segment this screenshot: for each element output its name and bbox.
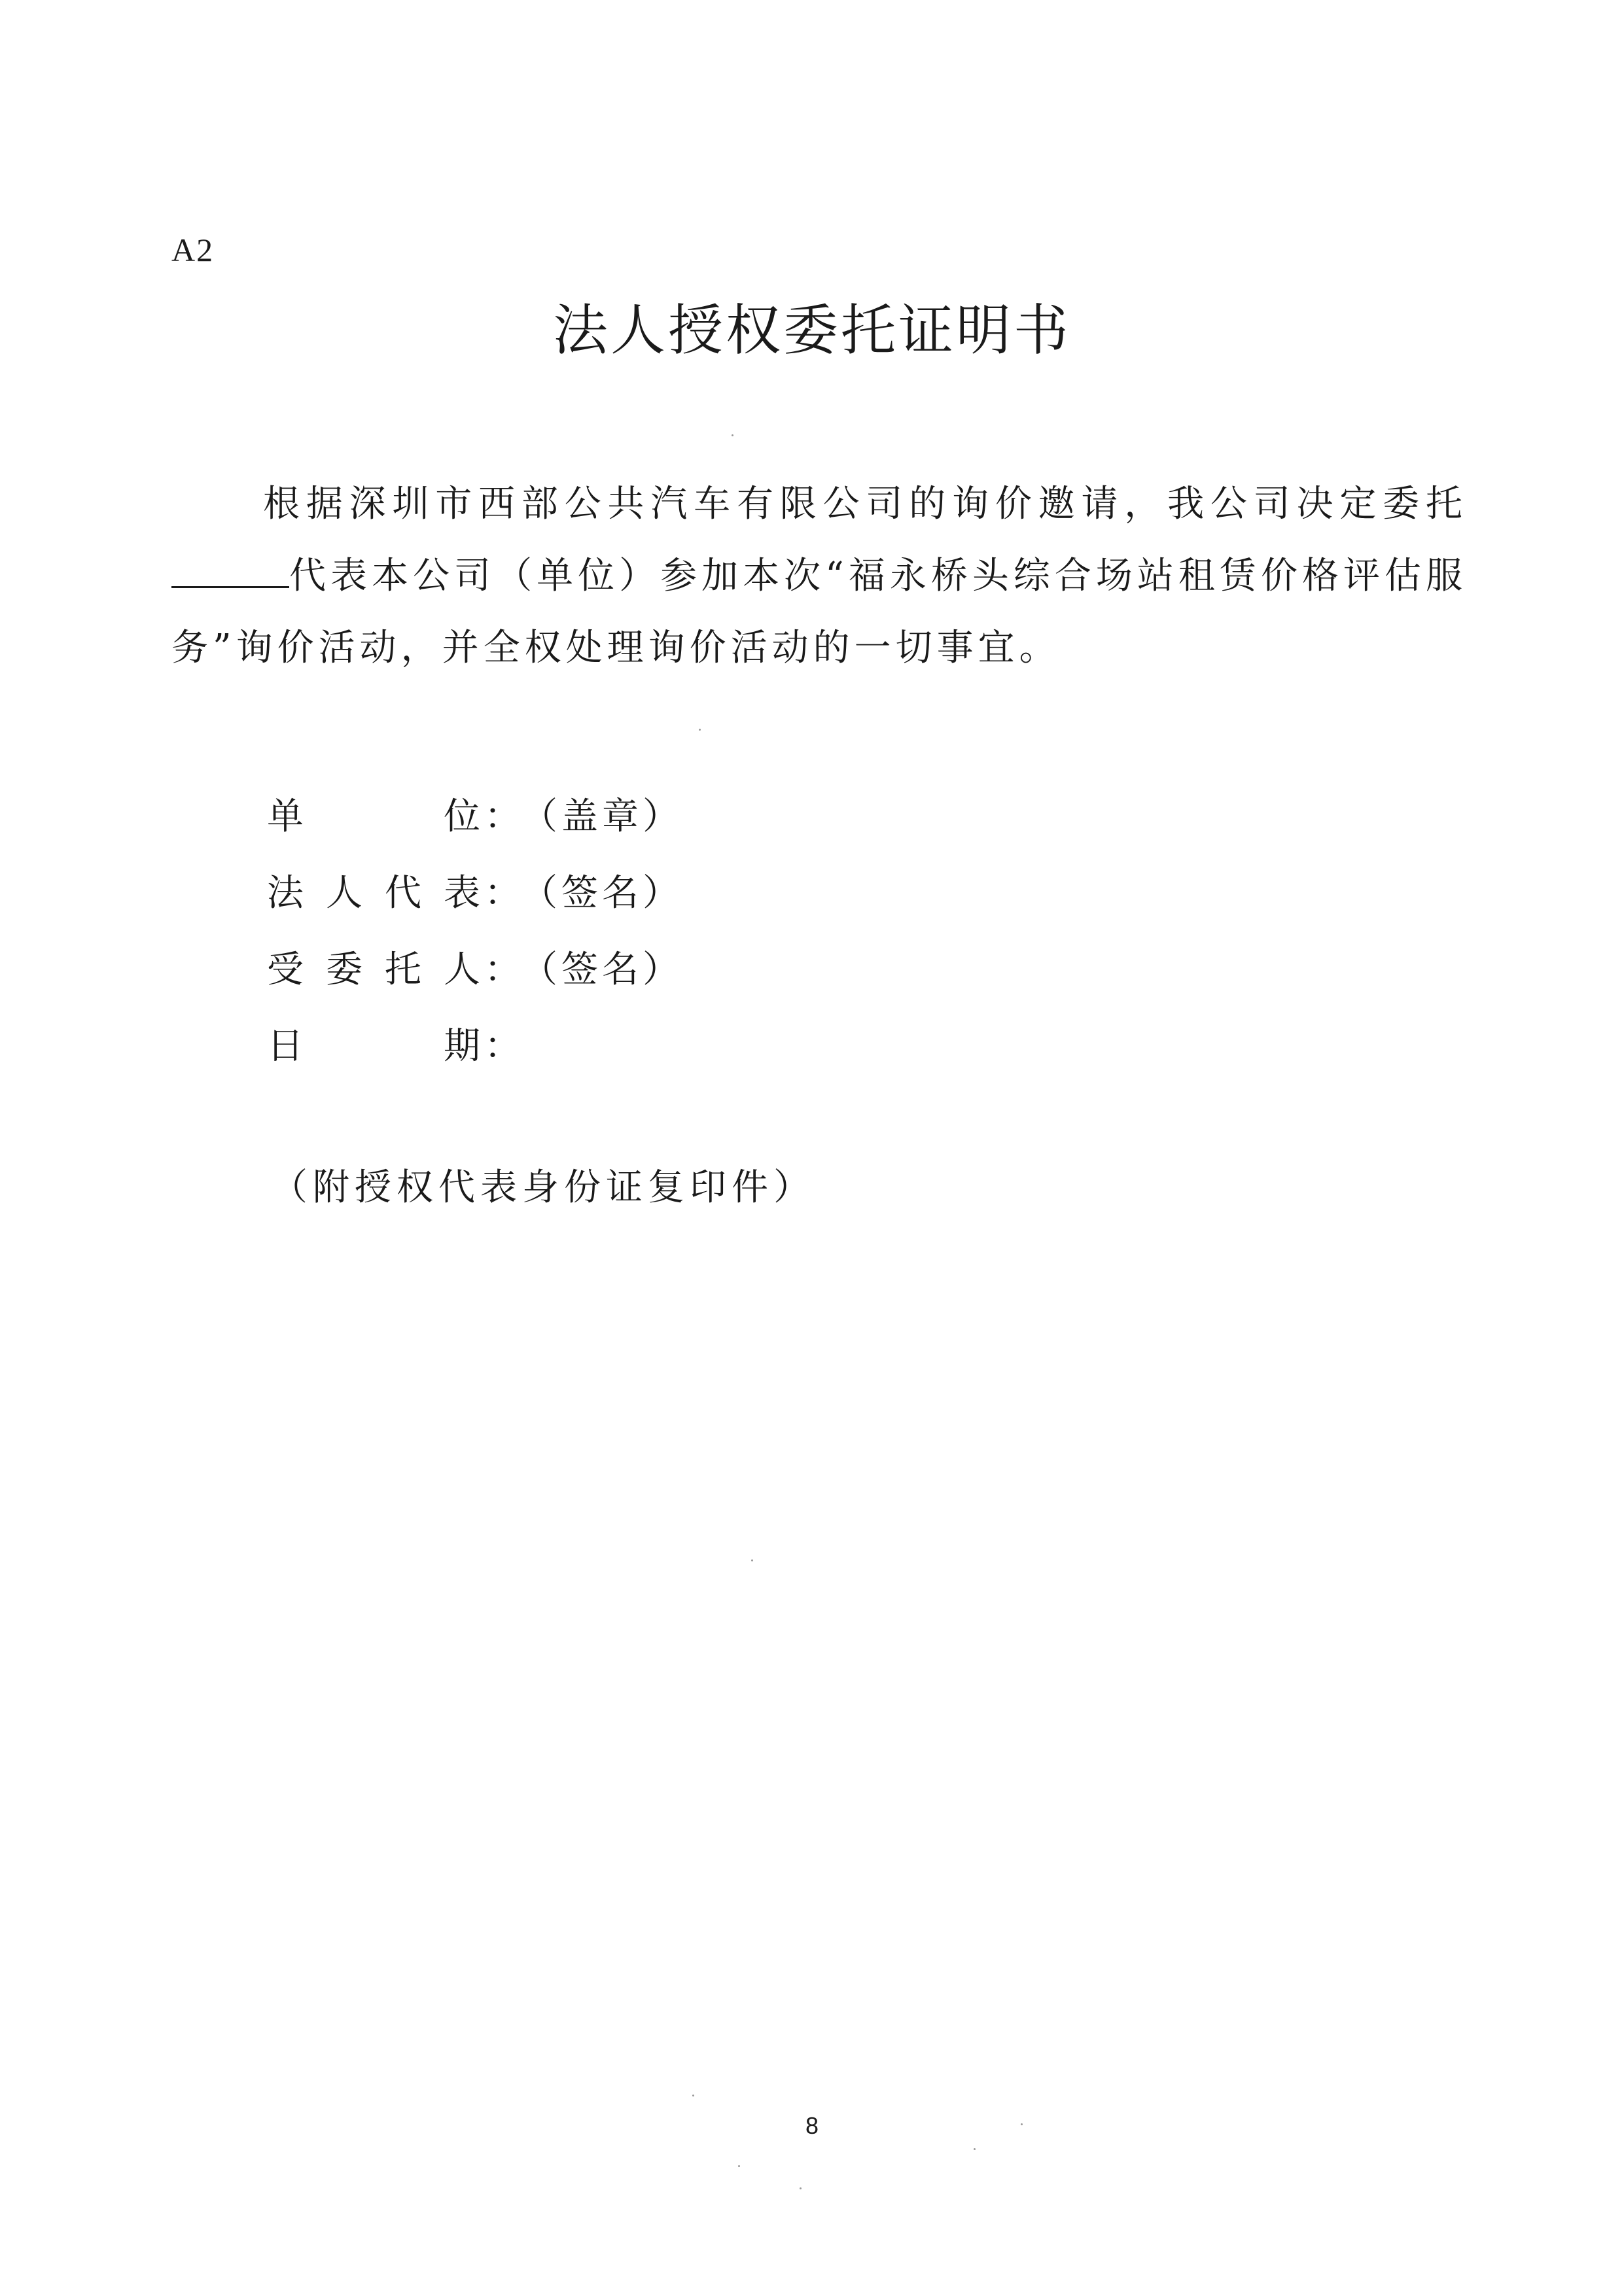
signature-field-colon: ：: [484, 948, 525, 991]
delegate-name-blank[interactable]: [171, 556, 289, 588]
signature-fields: [267, 778, 683, 1085]
document-title: 法人授权委托证明书: [552, 298, 1071, 362]
signature-field-label: 单位: [267, 795, 484, 838]
signature-field-colon: ：: [484, 872, 525, 914]
signature-field-colon: ：: [484, 1025, 525, 1068]
signature-field-note: （签名）: [521, 948, 683, 991]
signature-field-label: 受委托人: [267, 948, 484, 991]
scan-speck: [692, 2095, 694, 2096]
scan-speck: [732, 434, 733, 436]
signature-field-note: （签名）: [521, 872, 683, 914]
authorization-paragraph: [171, 468, 1467, 684]
signature-field-note: （盖章）: [521, 795, 683, 838]
signature-field-unit: [267, 778, 683, 855]
attachment-note: （附授权代表身份证复印件）: [271, 1166, 815, 1209]
signature-field-trustee: [267, 931, 683, 1008]
paragraph-text-part1: 根据深圳市西部公共汽车有限公司的询价邀请，我公司决定委托: [263, 483, 1467, 525]
page-number: 8: [805, 2112, 819, 2139]
scan-speck: [751, 1559, 753, 1561]
scan-speck: [1021, 2123, 1023, 2125]
signature-field-date: [267, 1008, 683, 1085]
scan-speck: [800, 2187, 802, 2189]
document-code: A2: [171, 232, 215, 268]
signature-field-label: 法人代表: [267, 872, 484, 914]
paragraph-text-part2: 代表本公司（单位）参加本次“福永桥头综合场站租赁价格评估服务”询价活动，并全权处理询价活动的一切事宜。: [171, 555, 1467, 669]
scan-speck: [699, 729, 701, 731]
scan-speck: [974, 2148, 976, 2150]
signature-field-label: 日期: [267, 1025, 484, 1068]
signature-field-colon: ：: [484, 795, 525, 838]
signature-field-legal-representative: [267, 855, 683, 931]
scan-speck: [738, 2165, 740, 2167]
